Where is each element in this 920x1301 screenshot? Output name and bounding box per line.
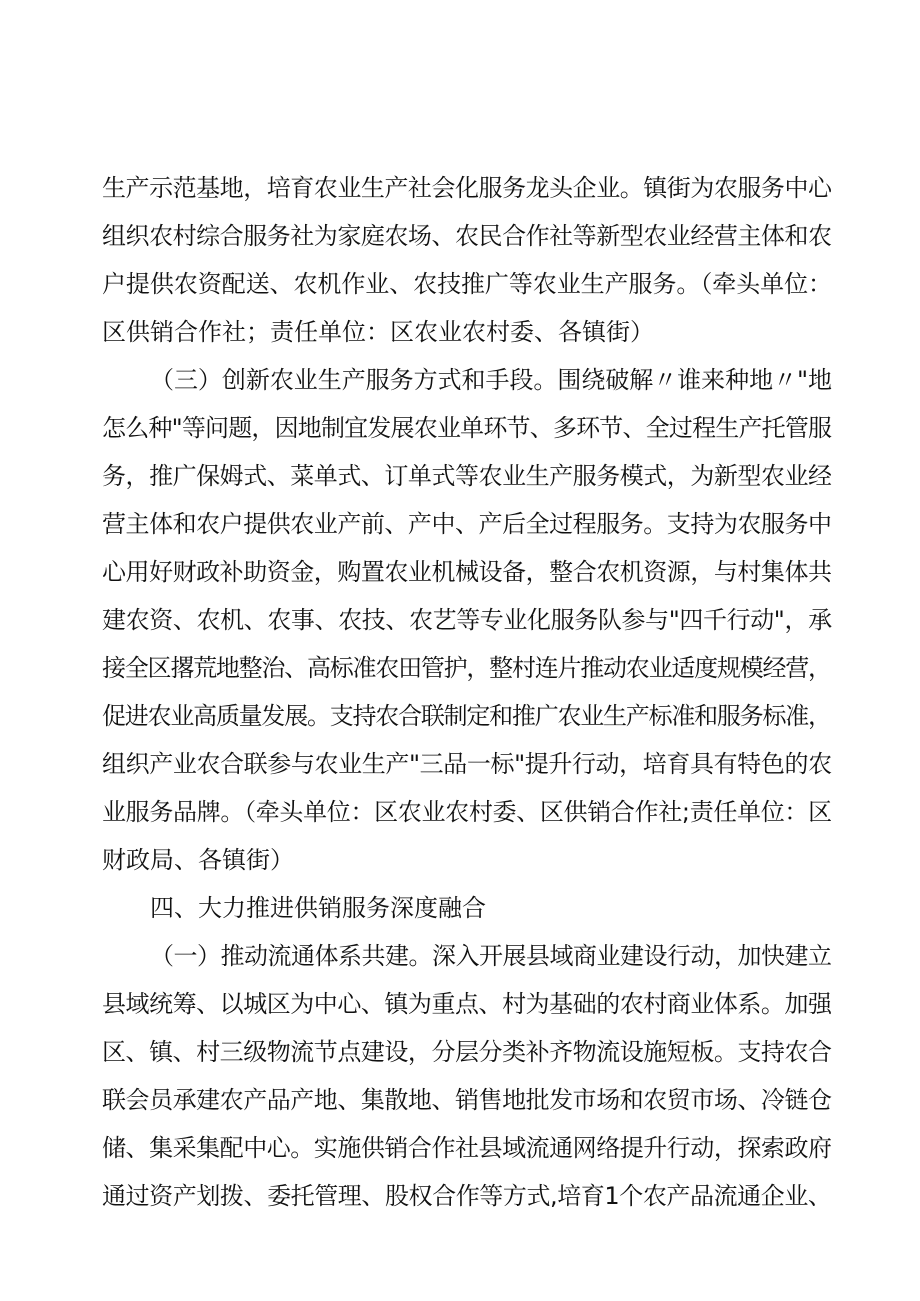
text-line: 业服务品牌。（牵头单位：区农业农村委、区供销合作社;责任单位：区 — [102, 798, 832, 826]
text-line: 营主体和农户提供农业产前、产中、产后全过程服务。支持为农服务中 — [102, 510, 832, 538]
text-line: 生产示范基地，培育农业生产社会化服务龙头企业。镇街为农服务中心 — [102, 174, 832, 202]
text-line: 接全区撂荒地整治、高标准农田管护，整村连片推动农业适度规模经营， — [102, 654, 831, 682]
text-line: 县域统筹、以城区为中心、镇为重点、村为基础的农村商业体系。加强 — [102, 990, 832, 1018]
text-line: 联会员承建农产品产地、集散地、销售地批发市场和农贸市场、冷链仓 — [102, 1086, 832, 1114]
text-line: 户提供农资配送、农机作业、农技推广等农业生产服务。（牵头单位： — [102, 270, 832, 298]
paragraph-first-line: （三）创新农业生产服务方式和手段。围绕破解〃谁来种地〃"地 — [150, 366, 833, 394]
text-line: 怎么种"等问题，因地制宜发展农业单环节、多环节、全过程生产托管服 — [102, 414, 832, 442]
paragraph-first-line: （一）推动流通体系共建。深入开展县域商业建设行动，加快建立 — [150, 942, 832, 970]
text-line: 建农资、农机、农事、农技、农艺等专业化服务队参与"四千行动"，承 — [102, 606, 832, 634]
text-line: 通过资产划拨、委托管理、股权合作等方式,培育1个农产品流通企业、 — [102, 1182, 832, 1210]
text-line: 促进农业高质量发展。支持农合联制定和推广农业生产标准和服务标准， — [102, 702, 831, 730]
text-line: 区供销合作社；责任单位：区农业农村委、各镇街） — [102, 318, 654, 346]
text-line: 组织农村综合服务社为家庭农场、农民合作社等新型农业经营主体和农 — [102, 222, 832, 250]
text-line: 储、集采集配中心。实施供销合作社县域流通网络提升行动，探索政府 — [102, 1134, 832, 1162]
text-line: 财政局、各镇街） — [102, 846, 294, 874]
text-line: 组织产业农合联参与农业生产"三品一标"提升行动，培育具有特色的农 — [102, 750, 832, 778]
section-heading: 四、大力推进供销服务深度融合 — [150, 894, 486, 922]
text-line: 区、镇、村三级物流节点建设，分层分类补齐物流设施短板。支持农合 — [102, 1038, 832, 1066]
text-line: 务，推广保姆式、菜单式、订单式等农业生产服务模式，为新型农业经 — [102, 462, 832, 490]
text-line: 心用好财政补助资金，购置农业机械设备，整合农机资源，与村集体共 — [102, 558, 832, 586]
